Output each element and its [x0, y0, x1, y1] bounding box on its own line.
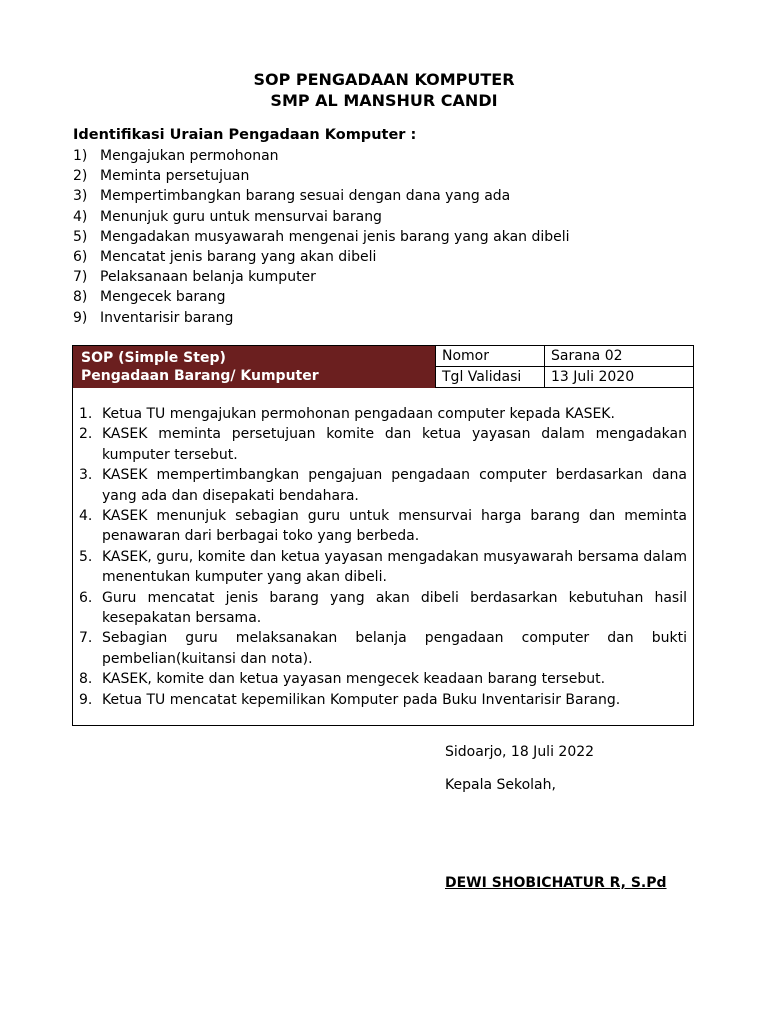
item-number: 8): [73, 289, 88, 306]
nomor-label: Nomor: [436, 346, 545, 367]
document-title-line-2: SMP AL MANSHUR CANDI: [270, 91, 498, 110]
identification-item: [73, 146, 570, 166]
item-text: Inventarisir barang: [100, 309, 234, 326]
nomor-value: Sarana 02: [545, 346, 694, 367]
item-number: 7): [73, 269, 88, 286]
sop-step: [79, 465, 687, 506]
sop-step: [79, 628, 687, 669]
item-number: 3): [73, 188, 88, 205]
step-text: Sebagian guru melaksanakan belanja pengadaan computer dan bukti pembelian(kuitansi dan nota).: [102, 630, 687, 667]
item-number: 1): [73, 148, 88, 164]
step-number: 4.: [79, 508, 93, 525]
identification-item: [73, 247, 570, 267]
sop-step: [79, 424, 687, 465]
sop-box: [72, 345, 694, 726]
step-text: KASEK, komite dan ketua yayasan mengecek keadaan barang tersebut.: [102, 671, 606, 688]
step-number: 6.: [79, 589, 93, 606]
step-text: KASEK, guru, komite dan ketua yayasan mengadakan musyawarah bersama dalam menentukan kumputer yang akan dibeli.: [102, 548, 687, 586]
step-number: 1.: [79, 406, 93, 422]
step-number: 2.: [79, 426, 93, 443]
step-number: 9.: [79, 691, 93, 708]
sop-step: [79, 588, 687, 629]
step-text: Ketua TU mencatat kepemilikan Komputer pada Buku Inventarisir Barang.: [102, 691, 621, 708]
document-title-line-1: SOP PENGADAAN KOMPUTER: [253, 70, 515, 89]
sop-header: [73, 346, 435, 388]
sop-step: [79, 404, 687, 424]
step-number: 8.: [79, 671, 93, 688]
sop-meta-table: [435, 346, 693, 388]
signature-name: DEWI SHOBICHATUR R, S.Pd: [445, 875, 667, 891]
item-text: Mencatat jenis barang yang akan dibeli: [100, 248, 377, 265]
item-text: Pelaksanaan belanja kumputer: [100, 269, 316, 286]
identification-list: [73, 146, 570, 328]
item-number: 6): [73, 248, 88, 265]
item-text: Meminta persetujuan: [100, 168, 250, 185]
item-text: Mengajukan permohonan: [100, 148, 279, 164]
sop-step: [79, 506, 687, 547]
identification-heading: Identifikasi Uraian Pengadaan Komputer :: [73, 127, 417, 143]
identification-item: [73, 267, 570, 287]
identification-item: [73, 287, 570, 307]
step-text: KASEK mempertimbangkan pengajuan pengadaan computer berdasarkan dana yang ada dan disepakati bendahara.: [102, 467, 687, 504]
sop-header-subtitle: Pengadaan Barang/ Kumputer: [81, 368, 319, 384]
meta-row-nomor: [436, 346, 694, 367]
identification-item: [73, 186, 570, 206]
identification-item: [73, 166, 570, 186]
sop-step: [79, 547, 687, 588]
item-number: 4): [73, 208, 88, 225]
item-number: 5): [73, 228, 88, 245]
item-number: 2): [73, 168, 88, 185]
tgl-validasi-value: 13 Juli 2020: [545, 367, 694, 388]
tgl-validasi-label: Tgl Validasi: [436, 367, 545, 388]
step-number: 5.: [79, 548, 93, 565]
sop-step: [79, 669, 687, 689]
step-number: 7.: [79, 630, 93, 647]
item-text: Mengecek barang: [100, 289, 226, 306]
identification-item: [73, 207, 570, 227]
sop-step: [79, 690, 687, 710]
step-text: Ketua TU mengajukan permohonan pengadaan computer kepada KASEK.: [102, 406, 615, 422]
step-number: 3.: [79, 467, 93, 484]
step-text: Guru mencatat jenis barang yang akan dibeli berdasarkan kebutuhan hasil kesepakatan bersama.: [102, 589, 687, 627]
signature-place-date: Sidoarjo, 18 Juli 2022: [445, 744, 595, 760]
item-text: Mempertimbangkan barang sesuai dengan dana yang ada: [100, 188, 511, 205]
sop-header-title: SOP (Simple Step): [81, 350, 226, 366]
signature-role: Kepala Sekolah,: [445, 777, 556, 793]
item-text: Mengadakan musyawarah mengenai jenis barang yang akan dibeli: [100, 228, 570, 245]
meta-row-tgl: [436, 367, 694, 388]
sop-steps-list: [79, 404, 687, 710]
step-text: KASEK menunjuk sebagian guru untuk mensurvai harga barang dan meminta penawaran dari berbagai toko yang berbeda.: [102, 508, 687, 545]
identification-item: [73, 227, 570, 247]
identification-item: [73, 308, 570, 328]
item-text: Menunjuk guru untuk mensurvai barang: [100, 208, 382, 225]
step-text: KASEK meminta persetujuan komite dan ketua yayasan dalam mengadakan kumputer tersebut.: [102, 426, 687, 463]
item-number: 9): [73, 309, 88, 326]
